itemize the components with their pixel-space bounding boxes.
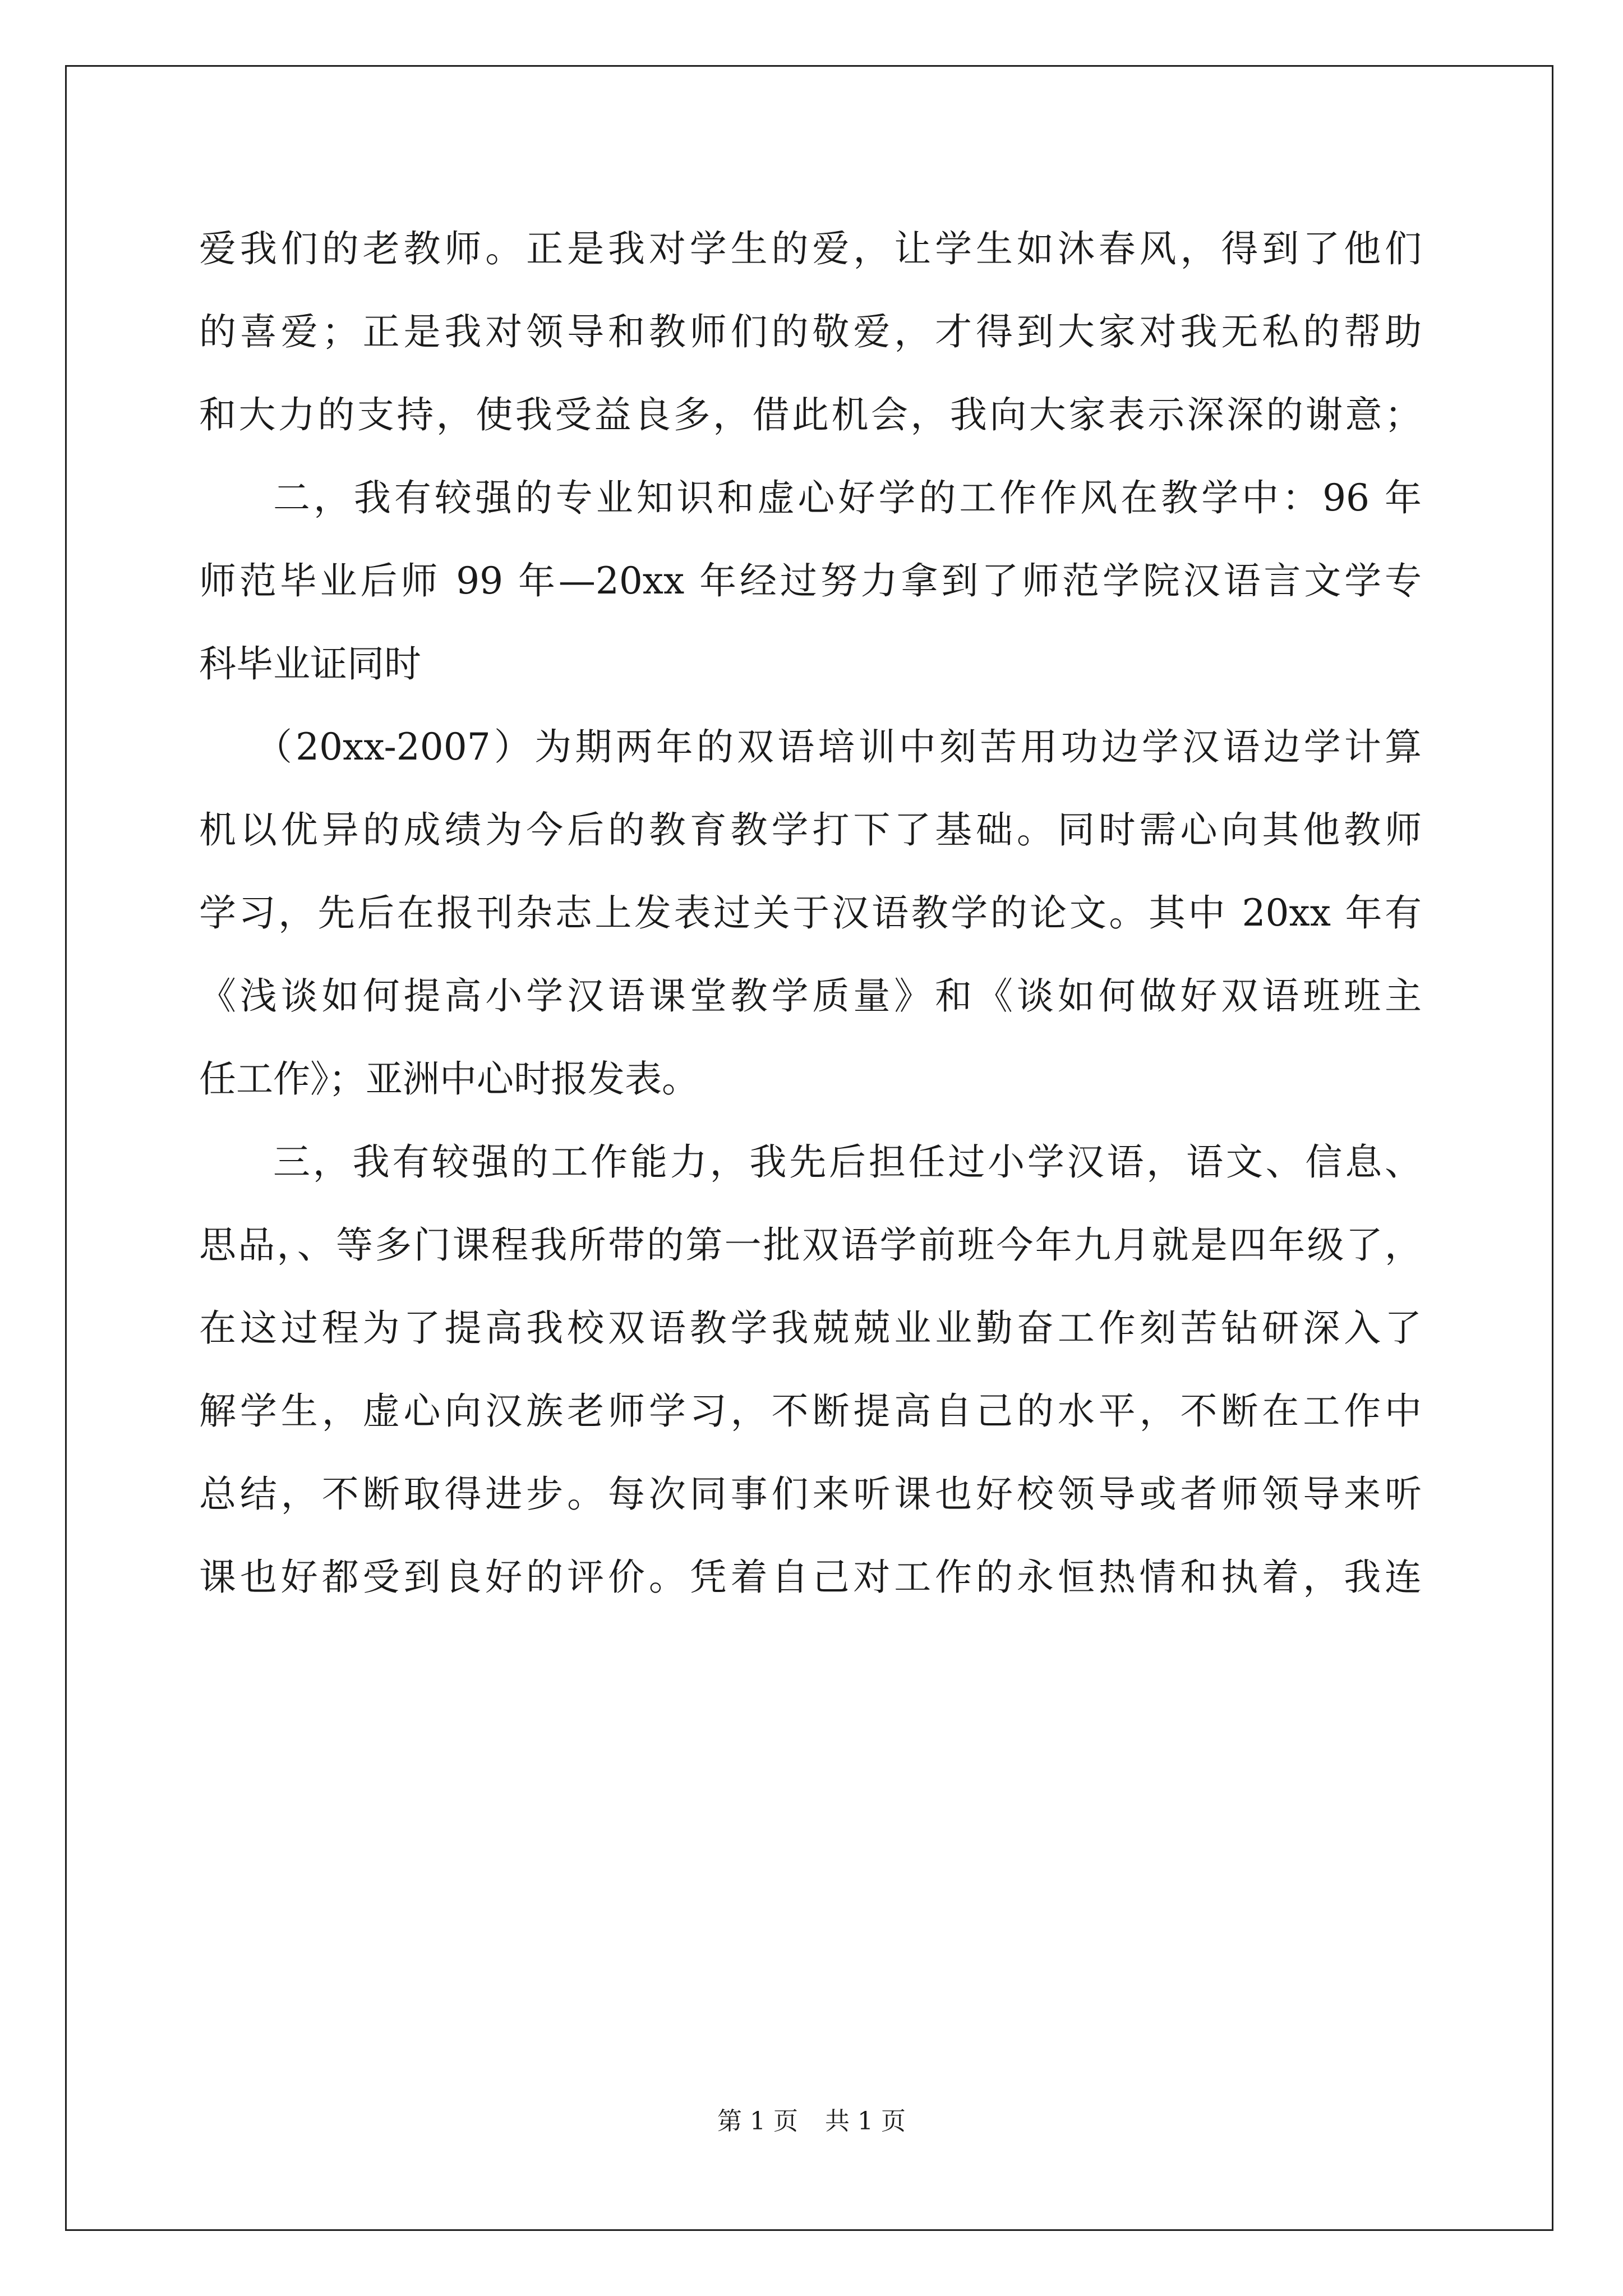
text-line: 爱我们的老教师。正是我对学生的爱，让学生如沐春风，得到了他们 bbox=[199, 227, 1422, 270]
text-line: 二，我有较强的专业知识和虚心好学的工作作风在教学中：96 年 bbox=[273, 476, 1422, 519]
document-body bbox=[199, 208, 1422, 1619]
text-line: 三，我有较强的工作能力，我先后担任过小学汉语，语文、信息、 bbox=[273, 1140, 1422, 1184]
text-line: 师范毕业后师 99 年—20xx 年经过努力拿到了师范学院汉语言文学专 bbox=[199, 559, 1422, 602]
text-line: 科毕业证同时 bbox=[199, 642, 421, 685]
text-line: 解学生，虚心向汉族老师学习，不断提高自己的水平，不断在工作中 bbox=[199, 1389, 1422, 1433]
text-line: 在这过程为了提高我校双语教学我兢兢业业勤奋工作刻苦钻研深入了 bbox=[199, 1306, 1422, 1350]
text-line: 总结，不断取得进步。每次同事们来听课也好校领导或者师领导来听 bbox=[199, 1473, 1422, 1516]
text-line: 和大力的支持，使我受益良多，借此机会，我向大家表示深深的谢意； bbox=[199, 393, 1422, 436]
text-line: （20xx-2007）为期两年的双语培训中刻苦用功边学汉语边学计算 bbox=[255, 725, 1422, 769]
text-line: 机以优异的成绩为今后的教育教学打下了基础。同时需心向其他教师 bbox=[199, 808, 1422, 852]
text-line: 学习，先后在报刊杂志上发表过关于汉语教学的论文。其中 20xx 年有 bbox=[199, 891, 1422, 935]
page-footer bbox=[0, 2101, 1623, 2137]
text-line: 《浅谈如何提高小学汉语课堂教学质量》和《谈如何做好双语班班主 bbox=[199, 974, 1422, 1018]
page-number: 第 1 页 bbox=[717, 2107, 798, 2136]
text-line: 思品，、等多门课程我所带的第一批双语学前班今年九月就是四年级了， bbox=[199, 1223, 1422, 1267]
page-total: 共 1 页 bbox=[825, 2107, 906, 2136]
text-line: 的喜爱；正是我对领导和教师们的敬爱，才得到大家对我无私的帮助 bbox=[199, 310, 1422, 353]
text-line: 课也好都受到良好的评价。凭着自己对工作的永恒热情和执着，我连 bbox=[199, 1556, 1422, 1599]
text-line: 任工作》；亚洲中心时报发表。 bbox=[199, 1057, 699, 1101]
